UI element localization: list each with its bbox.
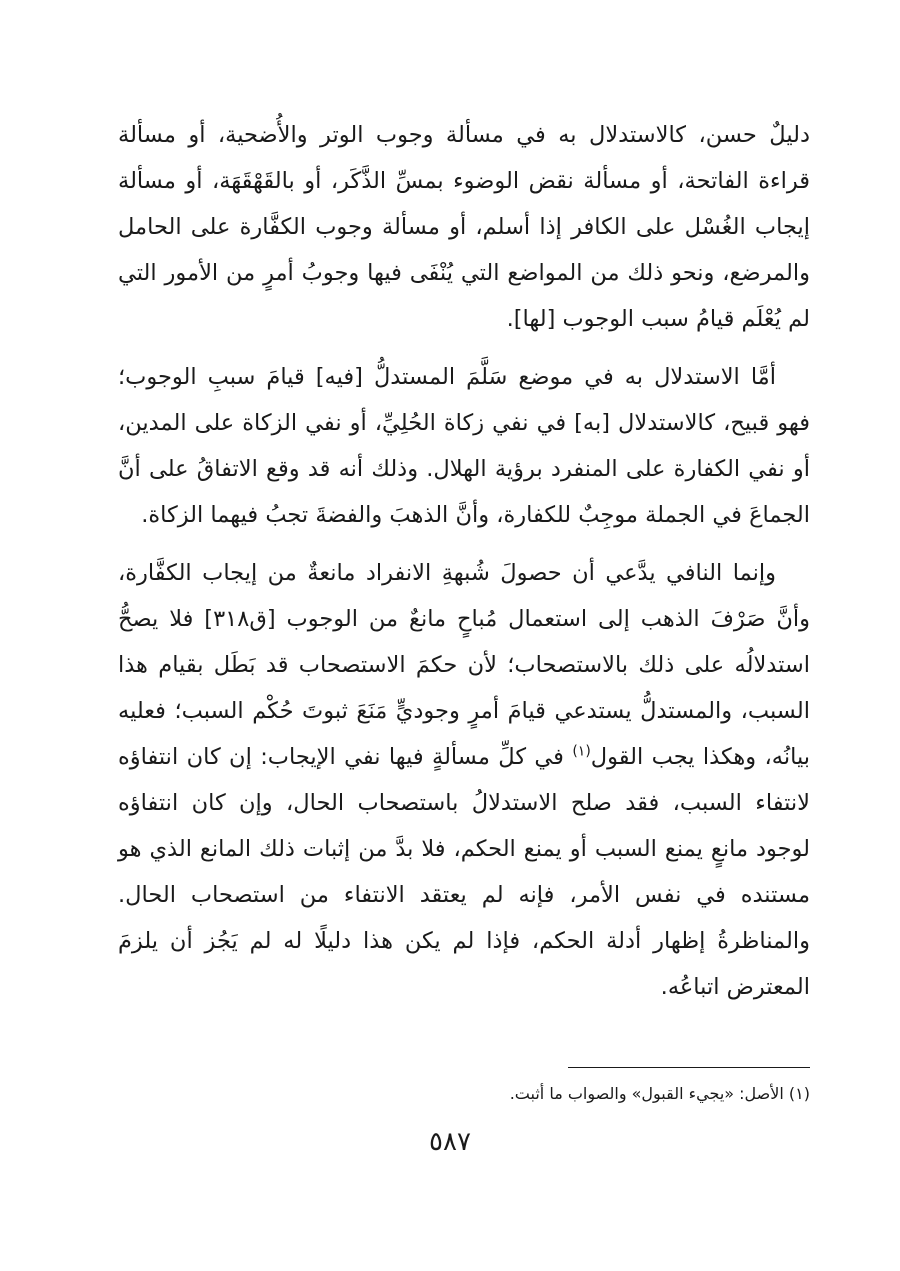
main-text: [118, 112, 810, 1010]
footnote-marker: (١): [788, 1084, 810, 1103]
paragraph-3-part-2: في كلِّ مسألةٍ فيها نفي الإيجاب: إن كان انتفاؤه لانتفاء السبب، فقد صلح الاستدلالُ باستصحاب الحال، وإن كان انتفاؤه لوجود مانعٍ يمنع السبب أو يمنع الحكم، فلا بدَّ من إثبات ذلك المانع الذي هو مستنده في نفس الأمر، فإنه لم يعتقد الانتفاء من استصحاب الحال. والمناظرةُ إظهار أدلة الحكم، فإذا لم يكن هذا دليلًا له لم يَجُز أن يلزمَ المعترض اتباعُه.: [118, 744, 810, 1000]
paragraph-3: [118, 550, 810, 1010]
paragraph-1: دليلٌ حسن، كالاستدلال به في مسألة وجوب الوتر والأُضحية، أو مسألة قراءة الفاتحة، أو مسألة نقض الوضوء بمسِّ الذَّكَر، أو بالقَهْقَهَة، أو مسألة إيجاب الغُسْل على الكافر إذا أسلم، أو مسألة وجوب الكفَّارة على الحامل والمرضع، ونحو ذلك من المواضع التي يُنْفَى فيها وجوبُ أمرٍ من الأمور التي لم يُعْلَم قيامُ سبب الوجوب [لها].: [118, 122, 810, 332]
page-number: ٥٨٧: [429, 1127, 471, 1157]
footnote-separator: [568, 1067, 810, 1068]
footnote-text: الأصل: «يجيء القبول» والصواب ما أثبت.: [509, 1084, 784, 1103]
footnote-reference[interactable]: (١): [572, 743, 591, 760]
paragraph-2: أمَّا الاستدلال به في موضع سَلَّمَ المستدلُّ [فيه] قيامَ سببِ الوجوب؛ فهو قبيح، كالاستدلال [به] في نفي زكاة الحُلِيِّ، أو نفي الزكاة على المدين، أو نفي الكفارة على المنفرد برؤية الهلال. وذلك أنه قد وقع الاتفاقُ على أنَّ الجماعَ في الجملة موجِبٌ للكفارة، وأنَّ الذهبَ والفضةَ تجبُ فيهما الزكاة.: [118, 364, 810, 528]
paragraph-3-part-1: وإنما النافي يدَّعي أن حصولَ شُبهةِ الانفراد مانعةٌ من إيجاب الكفَّارة، وأنَّ صَرْفَ الذهب إلى استعمال مُباحٍ مانعٌ من الوجوب [ق٣١٨] فلا يصحُّ استدلالُه على ذلك بالاستصحاب؛ لأن حكمَ الاستصحاب قد بَطَل بقيام هذا السبب، والمستدلُّ يستدعي قيامَ أمرٍ وجوديٍّ مَنَعَ ثبوتَ حُكْم السبب؛ فعليه بيانُه، وهكذا يجب القول: [118, 560, 810, 770]
footnote: [118, 1080, 810, 1108]
